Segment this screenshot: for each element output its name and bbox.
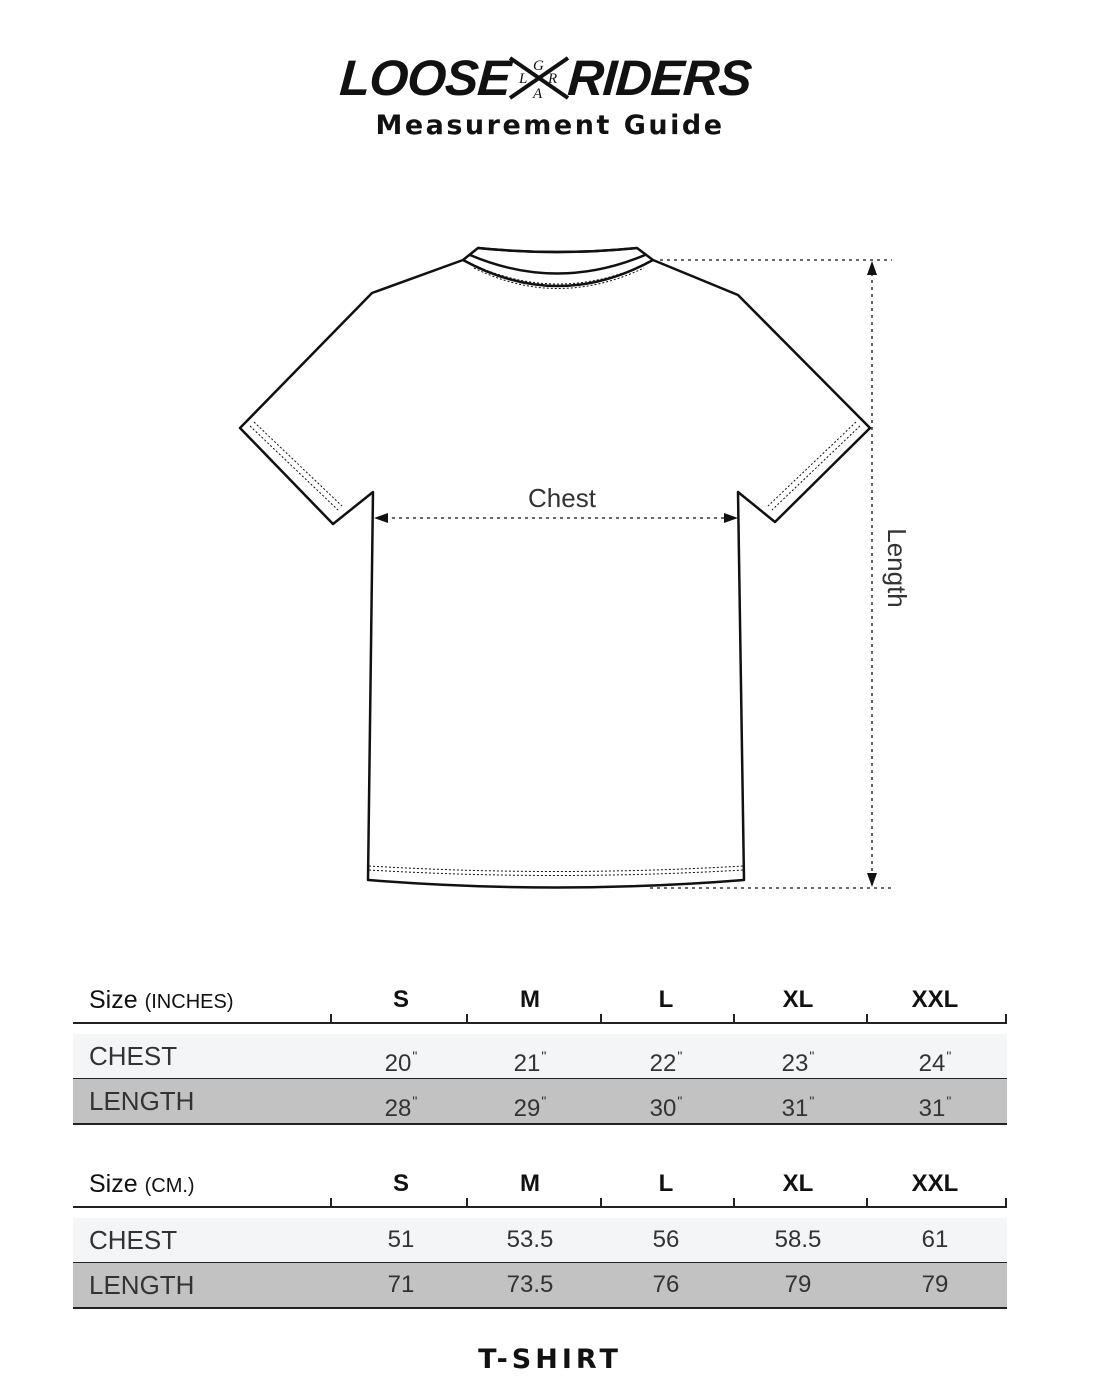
inches-size-l: L <box>658 986 674 1013</box>
brand-word-right: RIDERS <box>566 50 753 106</box>
column-tick <box>330 1198 332 1206</box>
cm-table-header <box>73 1162 1007 1208</box>
column-tick <box>330 1014 332 1022</box>
cm-chest-s: 51 <box>387 1226 415 1253</box>
column-tick <box>1005 1198 1007 1206</box>
inch-mark: " <box>809 1093 815 1109</box>
cm-length-row <box>73 1263 1007 1309</box>
tshirt-diagram <box>0 230 1100 910</box>
mark-letter-g: G <box>533 58 544 74</box>
inch-mark: " <box>541 1048 547 1064</box>
length-arrow-top <box>867 261 877 275</box>
inches-chest-row <box>73 1034 1007 1080</box>
inches-table-header <box>73 978 1007 1024</box>
inch-mark: " <box>809 1048 815 1064</box>
tshirt-outline <box>240 248 870 888</box>
cm-length-xl: 79 <box>784 1271 812 1298</box>
inches-chest-m: 21" <box>513 1048 547 1077</box>
inch-mark: " <box>677 1048 683 1064</box>
inches-size-m: M <box>520 986 540 1013</box>
inch-mark: " <box>541 1093 547 1109</box>
cm-length-xxl: 79 <box>921 1271 949 1298</box>
length-arrow-bottom <box>867 873 877 887</box>
cm-size-xxl: XXL <box>911 1170 959 1197</box>
column-tick <box>1005 1014 1007 1022</box>
page-subtitle: Measurement Guide <box>375 110 725 141</box>
column-tick <box>600 1198 602 1206</box>
cm-length-l: 76 <box>652 1271 680 1298</box>
inches-size-s: S <box>392 986 409 1013</box>
mark-letter-r: R <box>548 71 558 87</box>
inches-chest-l: 22" <box>649 1048 683 1077</box>
brand-logo <box>0 50 1100 110</box>
column-tick <box>733 1014 735 1022</box>
cm-size-heading: Size (CM.) <box>89 1170 195 1198</box>
inch-mark: " <box>412 1093 418 1109</box>
column-tick <box>866 1198 868 1206</box>
mark-letter-l: L <box>519 71 528 87</box>
inches-length-xxl: 31" <box>918 1093 952 1122</box>
inches-unit-label: (INCHES) <box>144 991 234 1013</box>
inches-length-xl: 31" <box>781 1093 815 1122</box>
crossed-logo-icon <box>506 54 572 102</box>
garment-type-label: T-SHIRT <box>478 1344 622 1375</box>
inches-size-heading: Size (INCHES) <box>89 986 234 1014</box>
inches-chest-xl: 23" <box>781 1048 815 1077</box>
column-tick <box>466 1014 468 1022</box>
column-tick <box>466 1198 468 1206</box>
inch-mark: " <box>412 1048 418 1064</box>
inch-mark: " <box>677 1093 683 1109</box>
length-label: Length <box>882 528 912 608</box>
chest-label: Chest <box>528 483 596 513</box>
inch-mark: " <box>946 1093 952 1109</box>
row-label: LENGTH <box>89 1086 195 1116</box>
cm-size-l: L <box>658 1170 674 1197</box>
inches-length-s: 28" <box>384 1093 418 1122</box>
column-tick <box>600 1014 602 1022</box>
cm-length-s: 71 <box>387 1271 415 1298</box>
brand-word-left: LOOSE <box>338 50 512 106</box>
cm-chest-row <box>73 1218 1007 1264</box>
cm-chest-xl: 58.5 <box>774 1226 822 1253</box>
cm-length-m: 73.5 <box>506 1271 554 1298</box>
row-label: LENGTH <box>89 1270 195 1300</box>
cm-chest-xxl: 61 <box>921 1226 949 1253</box>
cm-chest-m: 53.5 <box>506 1226 554 1253</box>
column-tick <box>866 1014 868 1022</box>
cm-unit-label: (CM.) <box>144 1175 195 1197</box>
cm-chest-l: 56 <box>652 1226 680 1253</box>
inch-mark: " <box>946 1048 952 1064</box>
cm-size-s: S <box>392 1170 409 1197</box>
inches-size-xxl: XXL <box>911 986 959 1013</box>
row-label: CHEST <box>89 1225 178 1255</box>
inches-chest-s: 20" <box>384 1048 418 1077</box>
mark-letter-a: A <box>533 86 543 102</box>
cm-size-xl: XL <box>782 1170 814 1197</box>
column-tick <box>733 1198 735 1206</box>
inches-length-m: 29" <box>513 1093 547 1122</box>
inches-size-xl: XL <box>782 986 814 1013</box>
inches-length-row <box>73 1079 1007 1125</box>
inches-length-l: 30" <box>649 1093 683 1122</box>
inches-chest-xxl: 24" <box>918 1048 952 1077</box>
cm-size-m: M <box>520 1170 540 1197</box>
row-label: CHEST <box>89 1041 178 1071</box>
